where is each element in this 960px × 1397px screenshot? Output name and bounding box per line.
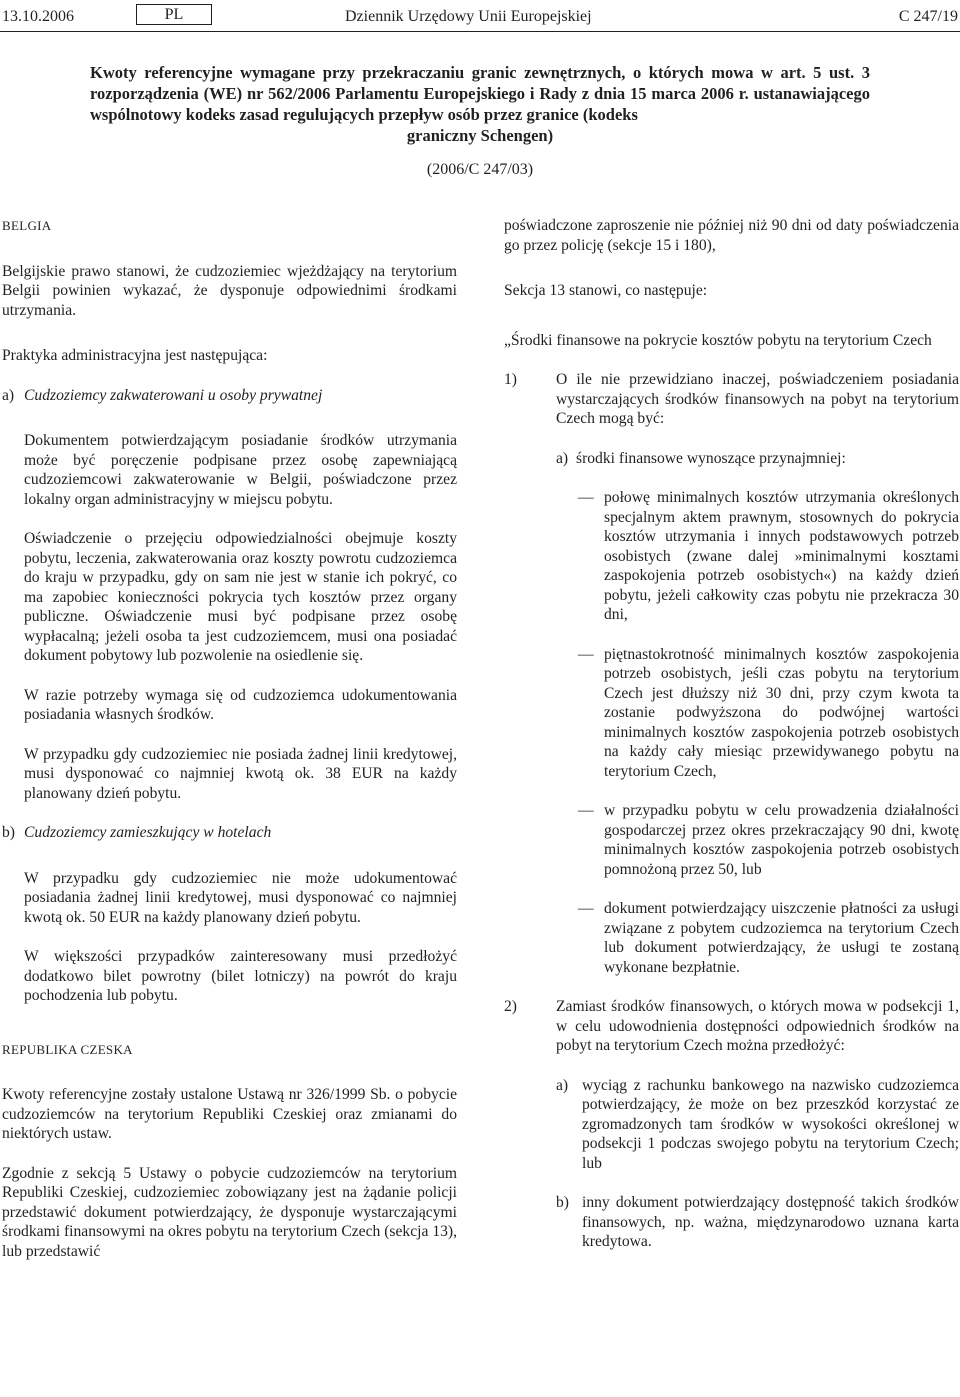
- dash-item-2-text: piętnastokrotność minimalnych kosztów zaspokojenia potrzeb osobistych, jeśli czas pobytu na terytorium Czech jest dłuższy niż 30 dni, przy czym kwota ta zostanie podwyższona do podwójnej wartości minimalnych kosztów zaspokojenia potrzeb osobistych na każdy cały miesiąc przewidywanego pobytu na terytorium Czech,: [604, 645, 959, 780]
- notice-reference: (2006/C 247/03): [426, 161, 534, 178]
- right-column: [504, 216, 959, 1252]
- notice-title: [90, 62, 870, 146]
- point-a-paragraph-1: Dokumentem potwierdzającym posiadanie środków utrzymania może być poręczenie podpisane przez osobę zapewniającą cudzoziemcowi zakwaterowanie w Belgii, poświadczone przez lokalny organ administracyjny w miejscu pobytu.: [24, 432, 457, 508]
- item-1a: [504, 449, 959, 469]
- point-a-heading: [2, 386, 457, 406]
- point-b-label: b): [2, 824, 15, 841]
- item-1-label: 1): [504, 371, 517, 388]
- belgium-intro: Belgijskie prawo stanowi, że cudzoziemiec wjeżdżający na terytorium Belgii powinien wykazać, że dysponuje odpowiednimi środkami utrzymania.: [2, 262, 457, 319]
- title-line-4: graniczny Schengen): [406, 126, 554, 145]
- item-2a-label: a): [556, 1076, 569, 1094]
- item-1: [504, 370, 959, 429]
- dash-item-4: [504, 899, 959, 977]
- title-line-2: ust. 3 rozporządzenia (WE) nr 562/2006 Parlamentu Europejskiego i Rady z dnia 15 marca 2006 r.: [90, 63, 870, 103]
- title-line-1: Kwoty referencyjne wymagane przy przekraczaniu granic zewnętrznych, o których mowa w art. 5: [90, 63, 822, 82]
- point-a-paragraph-2: Oświadczenie o przejęciu odpowiedzialności obejmuje koszty pobytu, leczenia, zakwaterowania oraz koszty powrotu cudzoziemca do kraju w przypadku, gdy on sam nie jest w stanie ich pokryć, co ma zapobiec konieczności pokrycia tych kosztów przez organy publiczne. Oświadczenie musi być podpisane przez osobę wypłacalną; jeżeli osoba ta jest cudzoziemcem, musi ona posiadać dokument pobytowy lub pozwolenie na osiedlenie się.: [24, 530, 457, 664]
- point-a-paragraph-4: W przypadku gdy cudzoziemiec nie posiada żadnej linii kredytowej, musi dysponować co najmniej kwotą ok. 38 EUR na każdy planowany dzień pobytu.: [24, 745, 457, 802]
- point-a-title: Cudzoziemcy zakwaterowani u osoby prywatnej: [24, 386, 323, 404]
- dash-item-4-text: dokument potwierdzający uiszczenie płatności za usługi związane z pobytem cudzoziemca na terytorium Czech lub dokument potwierdzający, że usługi te zostaną wykonane bezpłatnie.: [604, 900, 959, 976]
- dash-mark: —: [578, 489, 594, 506]
- dash-item-3-text: w przypadku pobytu w celu prowadzenia działalności gospodarczej przez okres przekraczający 90 dni, kwotę minimalnych kosztów zaspokojenia potrzeb osobistych pomnożoną przez 50, lub: [604, 802, 959, 878]
- dash-mark: —: [578, 900, 594, 917]
- item-2b: [504, 1193, 959, 1252]
- point-b-title: Cudzoziemcy zamieszkujący w hotelach: [24, 824, 272, 841]
- dash-item-2: [504, 645, 959, 782]
- journal-title: Dziennik Urzędowy Unii Europejskiej: [345, 8, 592, 25]
- item-2b-label: b): [556, 1194, 569, 1211]
- item-2a: [504, 1076, 959, 1174]
- title-line-3: ustanawiającego wspólnotowy kodeks zasad regulujących przepływ osób przez granice (kodeks: [90, 84, 870, 124]
- dash-item-1-text: połowę minimalnych kosztów utrzymania określonych specjalnym aktem prawnym, stosownych do pokrycia kosztów utrzymania i innych podstawowych potrzeb osobistych (zwane dalej »minimalnymi kosztami zaspokojenia potrzeb osobistych«) na każdy dzień pobytu, jeżeli całkowity czas pobytu nie przekracza 30 dni,: [604, 489, 959, 623]
- item-2-label: 2): [504, 998, 517, 1015]
- header-rule: [0, 31, 960, 32]
- czech-paragraph-1: Kwoty referencyjne zostały ustalone Ustawą nr 326/1999 Sb. o pobycie cudzoziemców na terytorium Republiki Czeskiej oraz zmianami do niektórych ustaw.: [2, 1086, 457, 1142]
- continuation-text: poświadczone zaproszenie nie później niż 90 dni od daty poświadczenia go przez policję (sekcje 15 i 180),: [504, 217, 959, 254]
- item-2b-text: inny dokument potwierdzający dostępność takich środków finansowych, np. ważna, międzynarodowo uznana karta kredytowa.: [582, 1194, 959, 1250]
- left-column: [2, 216, 457, 1261]
- point-b-paragraph-1: W przypadku gdy cudzoziemiec nie może udokumentować posiadania żadnej linii kredytowej, musi dysponować co najmniej kwotą ok. 50 EUR na każdy planowany dzień pobytu.: [24, 869, 457, 926]
- point-a-paragraph-3: W razie potrzeby wymaga się od cudzoziemca udokumentowania posiadania własnych środków.: [24, 686, 457, 723]
- item-1-text: O ile nie przewidziano inaczej, poświadczeniem posiadania wystarczających środków finansowych na pobyt na terytorium Czech mogą być:: [556, 371, 959, 427]
- belgium-heading: BELGIA: [2, 218, 52, 233]
- item-2-text: Zamiast środków finansowych, o których mowa w podsekcji 1, w celu udowodnienia dostępności odpowiednich środków na pobyt na terytorium Czech można przedłożyć:: [556, 998, 959, 1054]
- page-header: [0, 0, 960, 32]
- czech-heading: REPUBLIKA CZESKA: [2, 1041, 133, 1057]
- czech-paragraph-2: Zgodnie z sekcją 5 Ustawy o pobycie cudzoziemców na terytorium Republiki Czeskiej, cudzoziemiec zobowiązany jest na żądanie policji przedstawić dokument potwierdzający, że dysponuje wystarczającymi środkami finansowymi na okres pobytu na terytorium Czech (sekcja 13), lub przedstawić: [2, 1164, 457, 1260]
- dash-item-1: [504, 488, 959, 625]
- item-2a-text: wyciąg z rachunku bankowego na nazwisko cudzoziemca potwierdzający, że może on bez przeszkód korzystać ze zgromadzonych tam środków w wysokości określonej w podsekcji 1 podczas swojego pobytu na terytorium Czech; lub: [582, 1076, 959, 1172]
- point-a-label: a): [2, 386, 15, 404]
- item-1a-label: a): [556, 449, 569, 467]
- page-reference: C 247/19: [898, 8, 958, 25]
- dash-mark: —: [578, 645, 594, 663]
- practice-intro: Praktyka administracyjna jest następująca:: [2, 347, 268, 364]
- dash-item-3: [504, 801, 959, 879]
- point-b-paragraph-2: W większości przypadków zainteresowany musi przedłożyć dodatkowo bilet powrotny (bilet lotniczy) na powrót do kraju pochodzenia lub pobytu.: [24, 948, 457, 1004]
- item-1a-text: środki finansowe wynoszące przynajmniej:: [576, 449, 846, 467]
- quote-title: „Środki finansowe na pokrycie kosztów pobytu na terytorium Czech: [504, 331, 932, 349]
- dash-mark: —: [578, 802, 594, 819]
- section13-intro: Sekcja 13 stanowi, co następuje:: [504, 282, 708, 299]
- item-2: [504, 997, 959, 1056]
- language-code-box: PL: [136, 4, 212, 25]
- publication-date: 13.10.2006: [2, 8, 74, 25]
- point-b-heading: [2, 823, 457, 843]
